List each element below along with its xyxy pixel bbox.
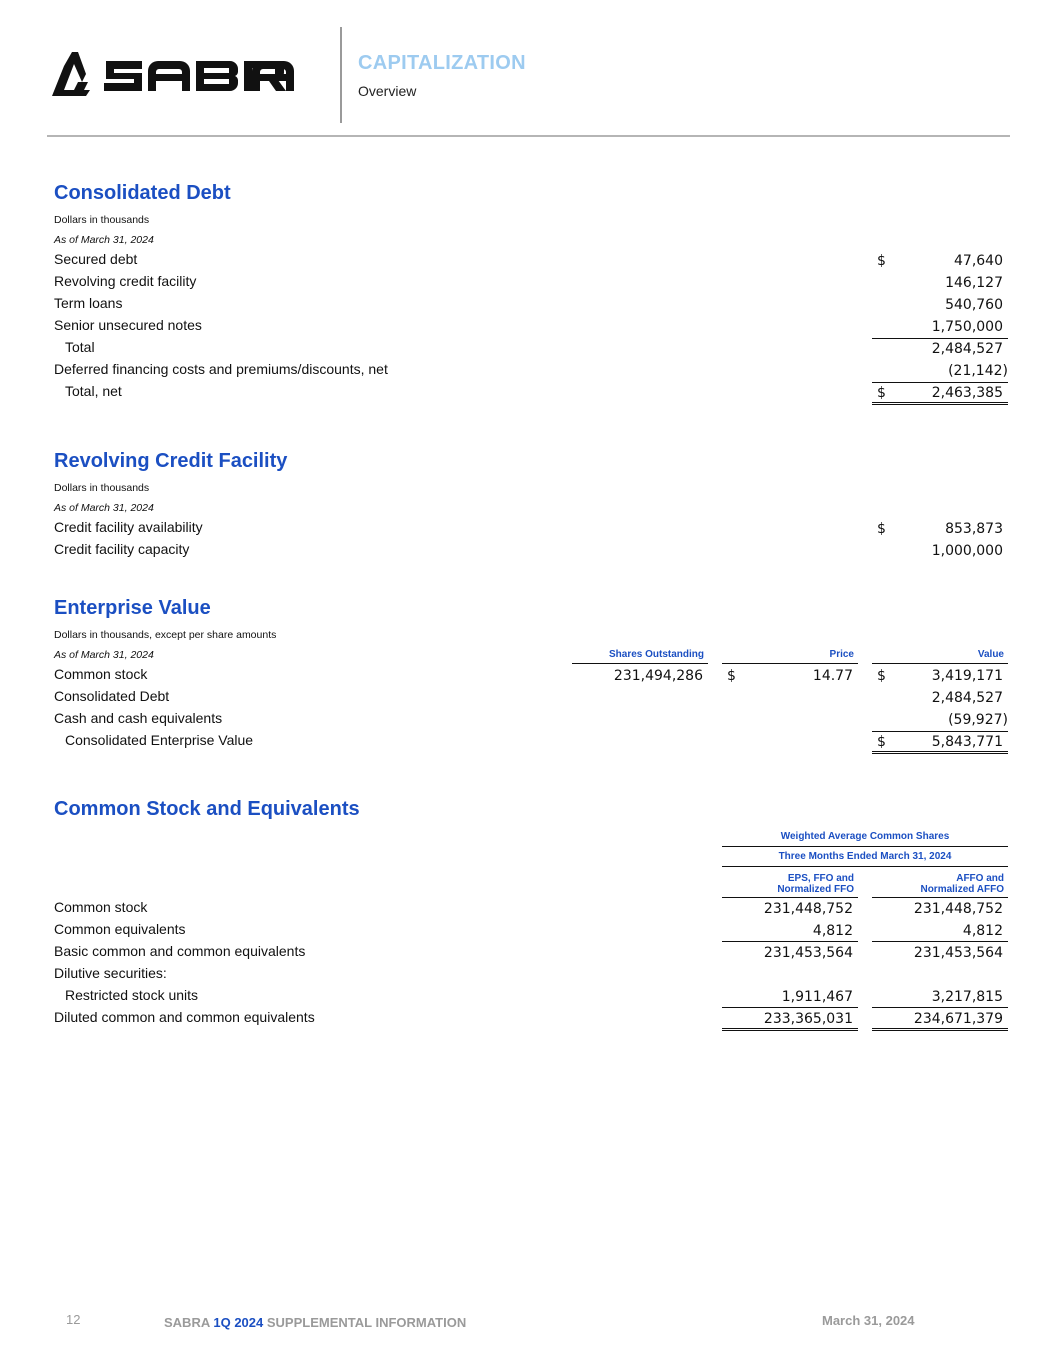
footer-date: March 31, 2024: [822, 1313, 915, 1328]
table-row-value: 3,217,815: [931, 989, 1003, 1005]
currency-symbol: $: [877, 521, 886, 537]
footer-title: [164, 1315, 466, 1330]
table-row-label: Term loans: [54, 295, 123, 311]
table-row-label: Diluted common and common equivalents: [54, 1009, 315, 1025]
revolving-credit-units: Dollars in thousands: [54, 482, 150, 494]
table-row-label: Cash and cash equivalents: [54, 710, 223, 726]
table-row-label: Basic common and common equivalents: [54, 943, 306, 959]
currency-symbol: $: [877, 253, 886, 269]
currency-symbol: $: [877, 734, 886, 750]
table-row-value: 47,640: [954, 253, 1003, 269]
total-double-rule: [872, 402, 1008, 405]
table-row-value: 4,812: [812, 923, 853, 939]
sabra-logo-last-letter: [250, 52, 296, 98]
page-subtitle: Overview: [358, 83, 417, 99]
period-header: Three Months Ended March 31, 2024: [778, 851, 952, 862]
subtotal-rule: [872, 338, 1008, 339]
table-row-label: Total: [65, 339, 95, 355]
table-row-value: 540,760: [945, 297, 1003, 313]
header-rule: [572, 663, 708, 664]
table-row-value: 231,448,752: [763, 901, 853, 917]
table-row-value: 853,873: [945, 521, 1003, 537]
table-row-value: 3,419,171: [931, 668, 1003, 684]
subtotal-rule: [872, 941, 1008, 942]
total-double-rule: [872, 1028, 1008, 1031]
table-row-value: 231,448,752: [913, 901, 1003, 917]
header-rule: [872, 897, 1008, 898]
table-row-value: 231,453,564: [913, 945, 1003, 961]
consolidated-debt-units: Dollars in thousands: [54, 214, 150, 226]
footer-quarter: 1Q 2024: [213, 1315, 264, 1330]
table-row-value: 146,127: [945, 275, 1003, 291]
consolidated-debt-as-of: As of March 31, 2024: [54, 234, 154, 246]
header-rule: [722, 663, 858, 664]
table-row-value: 1,000,000: [931, 543, 1003, 559]
table-row-label: Credit facility capacity: [54, 541, 190, 557]
price-value: 14.77: [812, 668, 853, 684]
table-row-label: Consolidated Debt: [54, 688, 170, 704]
subtotal-rule: [722, 1007, 858, 1008]
table-row-label: Credit facility availability: [54, 519, 203, 535]
consolidated-debt-title: Consolidated Debt: [54, 182, 231, 204]
table-row-label: Total, net: [65, 383, 122, 399]
table-row-value: (59,927): [948, 712, 1008, 728]
enterprise-value-units: Dollars in thousands, except per share amounts: [54, 629, 277, 641]
table-row-value: 2,463,385: [931, 385, 1003, 401]
page-number: 12: [66, 1312, 81, 1327]
table-row-value: 4,812: [962, 923, 1003, 939]
subtotal-rule: [872, 1007, 1008, 1008]
table-row-value: 234,671,379: [913, 1011, 1003, 1027]
footer-doc-name: SUPPLEMENTAL INFORMATION: [266, 1315, 467, 1330]
revolving-credit-title: Revolving Credit Facility: [54, 450, 288, 472]
table-row-label: Deferred financing costs and premiums/discounts, net: [54, 361, 388, 377]
shares-outstanding-value: 231,494,286: [613, 668, 703, 684]
column-header-affo: AFFO and Normalized AFFO: [920, 873, 1004, 895]
footer-company: SABRA: [164, 1315, 210, 1330]
table-row-value: 233,365,031: [763, 1011, 853, 1027]
currency-symbol: $: [877, 385, 886, 401]
column-header-shares: Shares Outstanding: [608, 649, 704, 660]
subtotal-rule: [872, 382, 1008, 383]
table-row-label: Secured debt: [54, 251, 138, 267]
subtotal-rule: [722, 941, 858, 942]
table-row-value: (21,142): [948, 363, 1008, 379]
table-row-label: Revolving credit facility: [54, 273, 197, 289]
total-double-rule: [722, 1028, 858, 1031]
table-row-label: Consolidated Enterprise Value: [65, 732, 254, 748]
table-row-label: Common stock: [54, 666, 148, 682]
page-title: CAPITALIZATION: [358, 52, 526, 74]
enterprise-value-title: Enterprise Value: [54, 597, 211, 619]
header-rule: [47, 135, 1010, 137]
currency-symbol: $: [877, 668, 886, 684]
table-row-label: Senior unsecured notes: [54, 317, 202, 333]
table-row-value: 1,750,000: [931, 319, 1003, 335]
total-double-rule: [872, 751, 1008, 754]
table-row-value: 2,484,527: [931, 690, 1003, 706]
subtotal-rule: [872, 731, 1008, 732]
table-row-value: 5,843,771: [931, 734, 1003, 750]
column-header-eps-ffo: EPS, FFO and Normalized FFO: [777, 873, 854, 895]
header-rule: [872, 663, 1008, 664]
table-row-value: 1,911,467: [781, 989, 853, 1005]
header-rule: [722, 866, 1008, 867]
column-header-value: Value: [977, 649, 1004, 660]
revolving-credit-as-of: As of March 31, 2024: [54, 502, 154, 514]
header-rule: [722, 846, 1008, 847]
header-rule: [722, 897, 858, 898]
table-row-label: Restricted stock units: [65, 987, 199, 1003]
table-row-value: 2,484,527: [931, 341, 1003, 357]
common-stock-title: Common Stock and Equivalents: [54, 798, 360, 820]
table-row-value: 231,453,564: [763, 945, 853, 961]
group-header: Weighted Average Common Shares: [780, 831, 950, 842]
table-row-label: Dilutive securities:: [54, 965, 167, 981]
enterprise-value-as-of: As of March 31, 2024: [54, 649, 154, 661]
header-divider: [340, 27, 342, 123]
table-row-label: Common equivalents: [54, 921, 186, 937]
column-header-price: Price: [829, 649, 854, 660]
table-row-label: Common stock: [54, 899, 148, 915]
currency-symbol: $: [727, 668, 736, 684]
